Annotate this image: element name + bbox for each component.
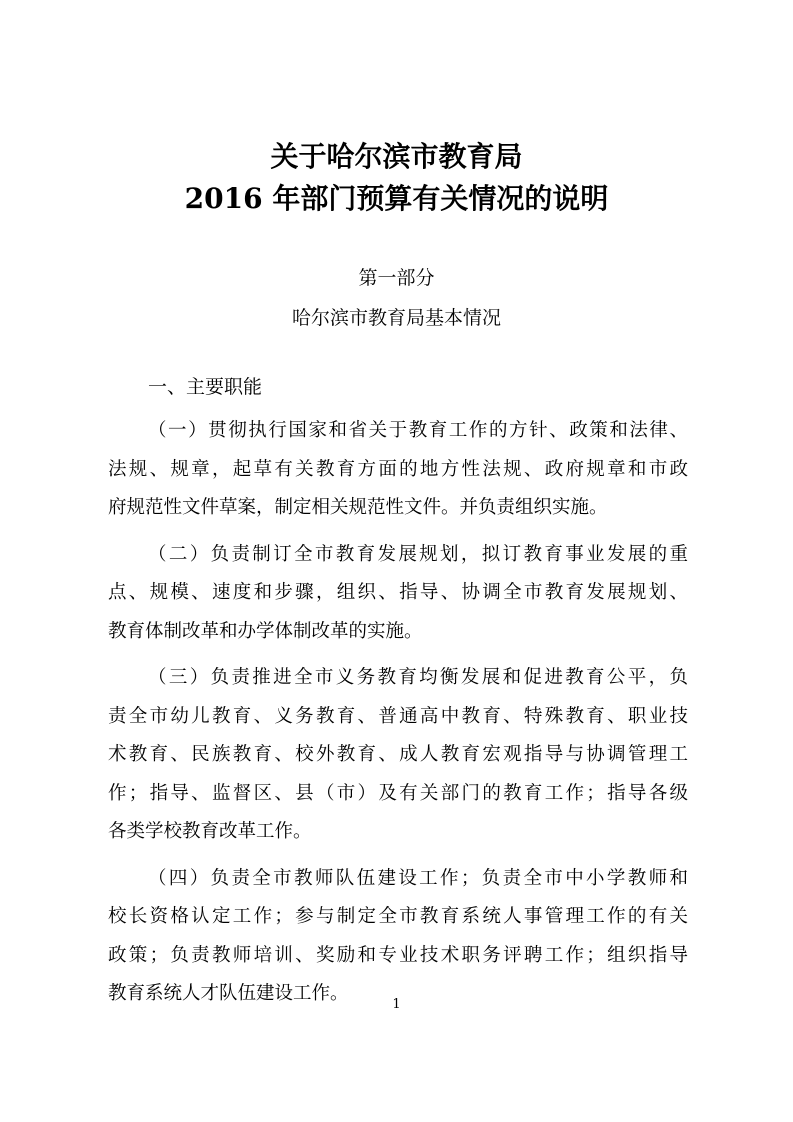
paragraph-line: 教育体制改革和办学体制改革的实施。 (108, 620, 423, 642)
paragraph-line: 教育系统人才队伍建设工作。 (108, 983, 349, 1004)
part-heading (0, 258, 793, 338)
paragraph-line: （三）负责推进全市义务教育均衡发展和促进教育公平，负 (148, 667, 688, 688)
document-title (0, 136, 793, 220)
title-line-1: 关于哈尔滨市教育局 (270, 140, 523, 173)
paragraph-line: 作；指导、监督区、县（市）及有关部门的教育工作；指导各级 (108, 782, 688, 804)
paragraph-line: 各类学校教育改革工作。 (108, 821, 312, 842)
paragraph-line: 府规范性文件草案，制定相关规范性文件。并负责组织实施。 (108, 497, 608, 518)
paragraph-line: 校长资格认定工作；参与制定全市教育系统人事管理工作的有关 (108, 906, 688, 927)
paragraph (108, 659, 688, 852)
paragraph (108, 536, 688, 652)
page-number: 1 (392, 997, 401, 1012)
paragraph-spacer (108, 852, 688, 860)
paragraph-line: 法规、规章，起草有关教育方面的地方性法规、政府规章和市政 (108, 458, 688, 480)
paragraph-spacer (108, 651, 688, 659)
body-text (108, 412, 688, 1014)
paragraph-line: 点、规模、速度和步骤，组织、指导、协调全市教育发展规划、 (108, 582, 688, 603)
paragraph-line: 责全市幼儿教育、义务教育、普通高中教育、特殊教育、职业技 (108, 705, 688, 727)
paragraph (108, 412, 688, 528)
section-heading: 一、主要职能 (148, 376, 263, 398)
part-label: 第一部分 (358, 267, 435, 289)
paragraph (108, 860, 688, 1014)
paragraph-line: 政策；负责教师培训、奖励和专业技术职务评聘工作；组织指导 (108, 944, 688, 966)
paragraph-spacer (108, 528, 688, 536)
paragraph-line: （二）负责制订全市教育发展规划，拟订教育事业发展的重 (148, 543, 688, 565)
title-line-2: 2016 年部门预算有关情况的说明 (184, 182, 609, 215)
paragraph-line: （四）负责全市教师队伍建设工作；负责全市中小学教师和 (148, 867, 688, 889)
paragraph-line: 术教育、民族教育、校外教育、成人教育宏观指导与协调管理工 (108, 744, 688, 765)
paragraph-line: （一）贯彻执行国家和省关于教育工作的方针、政策和法律、 (148, 420, 688, 441)
part-title: 哈尔滨市教育局基本情况 (291, 307, 501, 329)
